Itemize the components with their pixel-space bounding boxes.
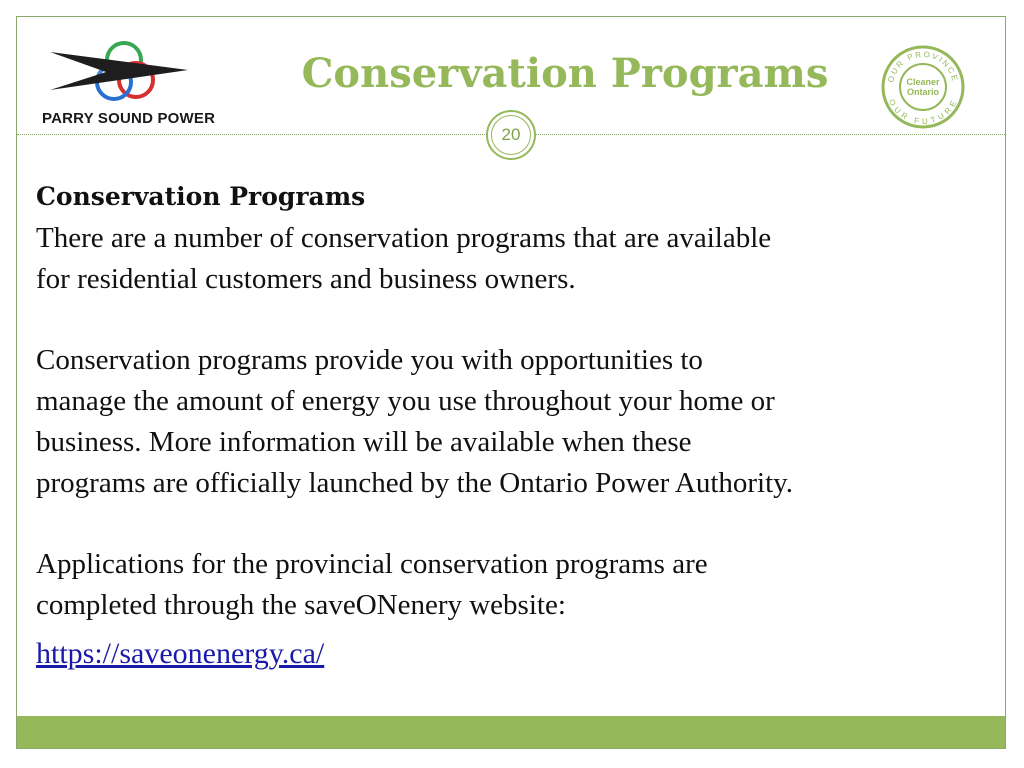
paragraph2-line: business. More information will be available when these xyxy=(36,425,692,458)
logo-text: PARRY SOUND POWER xyxy=(42,110,216,127)
svg-text:OUR FUTURE xyxy=(887,98,959,127)
slide-body xyxy=(36,177,1016,675)
paragraph-spacer xyxy=(36,299,1016,340)
page-number-badge xyxy=(486,110,536,160)
paragraph2-line: manage the amount of energy you use throughout your home or xyxy=(36,384,775,417)
cleaner-ontario-seal xyxy=(880,44,966,130)
paragraph3-line: Applications for the provincial conservation programs are xyxy=(36,548,708,581)
page-number: 20 xyxy=(491,115,531,155)
footer-bar xyxy=(17,716,1005,748)
seal-top-text: OUR PROVINCE xyxy=(886,49,960,84)
paragraph1-line: There are a number of conservation programs that are available xyxy=(36,221,772,254)
saveonenergy-link[interactable]: https://saveonenergy.ca/ xyxy=(36,636,325,670)
slide-title: Conservation Programs xyxy=(301,50,829,97)
paragraph3-line: completed through the saveONenery website: xyxy=(36,588,566,621)
logo-mark-icon xyxy=(36,38,216,118)
paragraph2-line: programs are officially launched by the Ontario Power Authority. xyxy=(36,466,794,499)
body-heading: Conservation Programs xyxy=(36,182,366,211)
paragraph2-line: Conservation programs provide you with opportunities to xyxy=(36,344,703,377)
paragraph-spacer xyxy=(36,503,1016,544)
parry-sound-power-logo xyxy=(36,38,216,134)
paragraph1-line: for residential customers and business owners. xyxy=(36,262,576,295)
seal-bottom-text: OUR FUTURE xyxy=(886,97,960,127)
seal-center-line2: Ontario xyxy=(906,87,940,97)
seal-center-line1: Cleaner xyxy=(906,77,940,87)
